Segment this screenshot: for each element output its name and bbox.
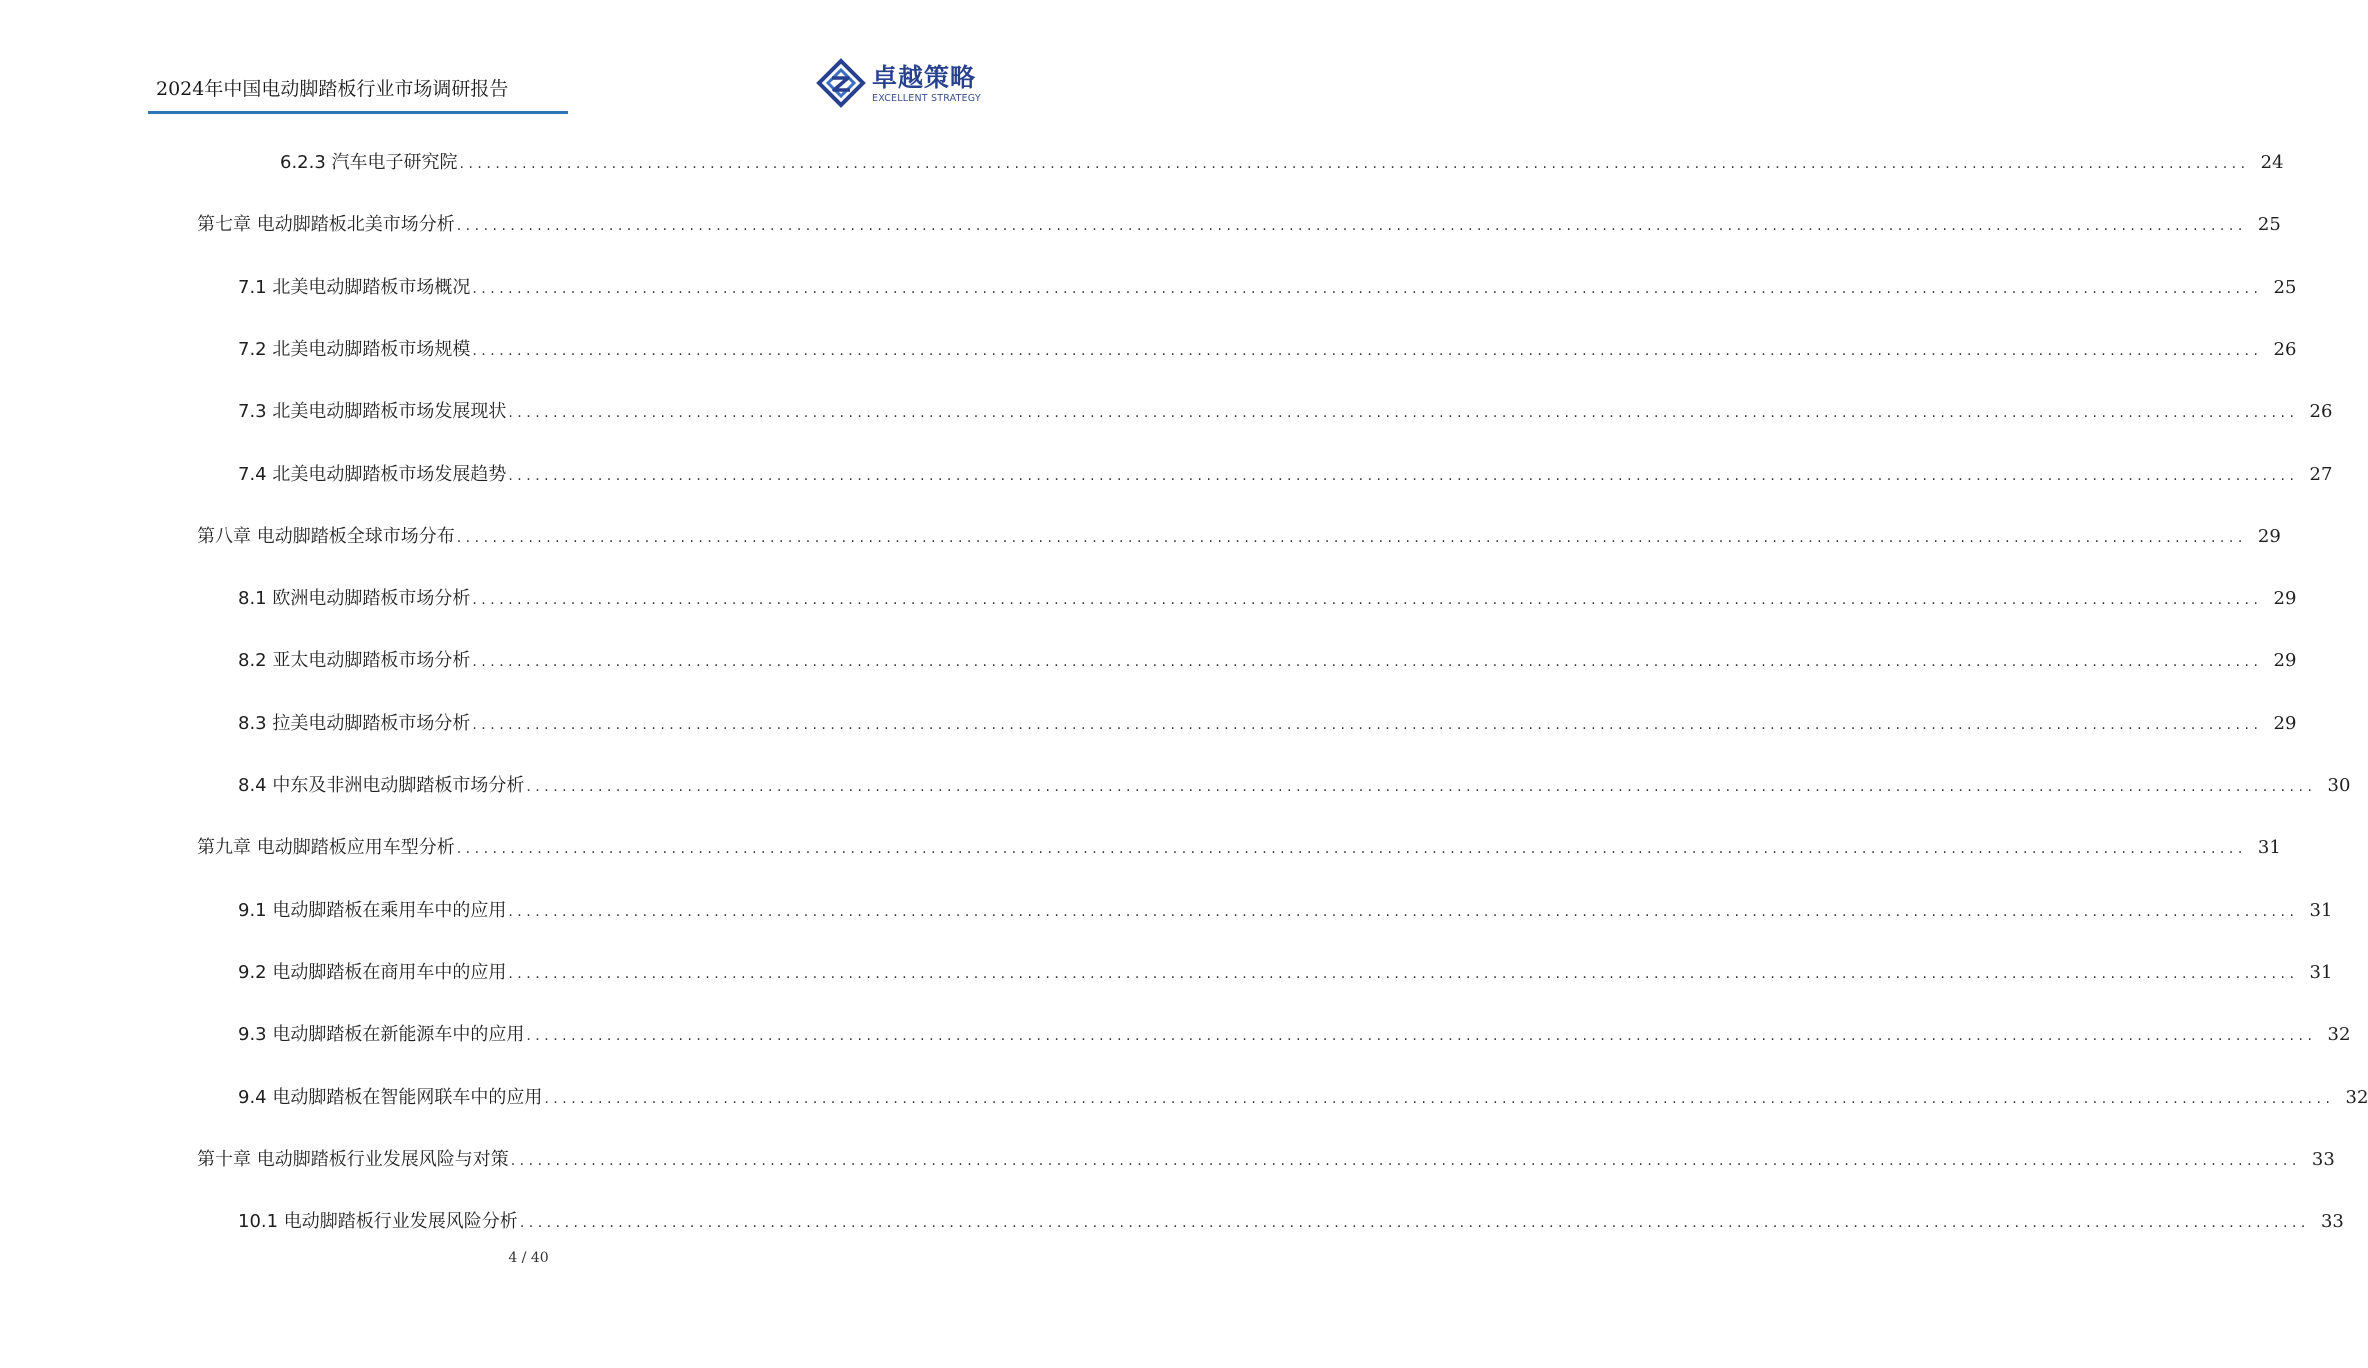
toc-section-entry[interactable] (238, 896, 2333, 926)
toc-section-entry[interactable] (238, 1020, 2351, 1050)
toc-section-entry[interactable] (238, 958, 2333, 988)
toc-page-number: 29 (2273, 650, 2297, 671)
toc-section-entry[interactable] (238, 771, 2351, 801)
toc-chapter-entry[interactable] (197, 522, 2281, 552)
logo-diamond-icon (816, 58, 866, 108)
toc-entry-title: 第十章 电动脚踏板行业发展风险与对策 (197, 1149, 509, 1170)
toc-entry-title: 第九章 电动脚踏板应用车型分析 (197, 837, 455, 858)
toc-section-entry[interactable] (238, 460, 2333, 490)
toc-entry-title: 8.2 亚太电动脚踏板市场分析 (238, 650, 471, 671)
toc-section-entry[interactable] (238, 335, 2297, 365)
toc-section-entry[interactable] (238, 397, 2333, 427)
toc-page-number: 33 (2320, 1211, 2344, 1232)
toc-leader-dots: ........................................................................................................................................................................................................ (510, 1153, 2301, 1169)
toc-entry-title: 10.1 电动脚踏板行业发展风险分析 (238, 1211, 518, 1232)
toc-leader-dots: ........................................................................................................................................................................................................ (508, 405, 2299, 421)
toc-entry-title: 9.3 电动脚踏板在新能源车中的应用 (238, 1024, 525, 1045)
toc-page-number: 25 (2257, 214, 2281, 235)
toc-entry-title: 第八章 电动脚踏板全球市场分布 (197, 526, 455, 547)
toc-page-number: 26 (2309, 401, 2333, 422)
toc-leader-dots: ........................................................................................................................................................................................................ (508, 468, 2299, 484)
page-number: 4 / 40 (508, 1250, 549, 1266)
toc-leader-dots: ........................................................................................................................................................................................................ (456, 530, 2247, 546)
toc-leader-dots: ........................................................................................................................................................................................................ (526, 1028, 2317, 1044)
toc-section-entry[interactable] (238, 584, 2297, 614)
toc-leader-dots: ........................................................................................................................................................................................................ (472, 717, 2263, 733)
toc-section-entry[interactable] (238, 646, 2297, 676)
toc-page-number: 30 (2327, 775, 2351, 796)
toc-section-entry[interactable] (238, 1207, 2344, 1237)
toc-entry-title: 8.4 中东及非洲电动脚踏板市场分析 (238, 775, 525, 796)
toc-entry-title: 6.2.3 汽车电子研究院 (280, 152, 458, 173)
toc-page-number: 32 (2327, 1024, 2351, 1045)
toc-entry-title: 9.2 电动脚踏板在商用车中的应用 (238, 962, 507, 983)
toc-entry-title: 8.1 欧洲电动脚踏板市场分析 (238, 588, 471, 609)
toc-leader-dots: ........................................................................................................................................................................................................ (508, 904, 2299, 920)
toc-entry-title: 7.2 北美电动脚踏板市场规模 (238, 339, 471, 360)
toc-leader-dots: ........................................................................................................................................................................................................ (456, 218, 2247, 234)
toc-page-number: 31 (2257, 837, 2281, 858)
toc-leader-dots: ........................................................................................................................................................................................................ (519, 1215, 2310, 1231)
toc-leader-dots: ........................................................................................................................................................................................................ (472, 592, 2263, 608)
toc-page-number: 24 (2260, 152, 2284, 173)
toc-page-number: 33 (2311, 1149, 2335, 1170)
toc-leader-dots: ........................................................................................................................................................................................................ (508, 966, 2299, 982)
toc-chapter-entry[interactable] (197, 1145, 2335, 1175)
toc-leader-dots: ........................................................................................................................................................................................................ (456, 841, 2247, 857)
toc-page-number: 25 (2273, 277, 2297, 298)
toc-leader-dots: ........................................................................................................................................................................................................ (472, 343, 2263, 359)
toc-entry-title: 9.1 电动脚踏板在乘用车中的应用 (238, 900, 507, 921)
toc-page-number: 26 (2273, 339, 2297, 360)
toc-section-entry[interactable] (238, 273, 2297, 303)
toc-page-number: 29 (2273, 588, 2297, 609)
logo-english-text: EXCELLENT STRATEGY (872, 93, 981, 104)
toc-page-number: 31 (2309, 962, 2333, 983)
toc-leader-dots: ........................................................................................................................................................................................................ (459, 156, 2250, 172)
toc-entry-title: 7.3 北美电动脚踏板市场发展现状 (238, 401, 507, 422)
toc-page-number: 27 (2309, 464, 2333, 485)
toc-page-number: 32 (2345, 1087, 2368, 1108)
toc-chapter-entry[interactable] (197, 833, 2281, 863)
toc-leader-dots: ........................................................................................................................................................................................................ (526, 779, 2317, 795)
toc-entry-title: 9.4 电动脚踏板在智能网联车中的应用 (238, 1087, 543, 1108)
toc-section-entry[interactable] (238, 1083, 2368, 1113)
report-title: 2024年中国电动脚踏板行业市场调研报告 (156, 78, 509, 100)
logo-chinese-text: 卓越策略 (872, 63, 977, 92)
company-logo (816, 58, 986, 108)
toc-entry-title: 8.3 拉美电动脚踏板市场分析 (238, 713, 471, 734)
toc-page-number: 29 (2273, 713, 2297, 734)
toc-section-entry[interactable] (238, 709, 2297, 739)
header-divider (148, 111, 568, 114)
toc-leader-dots: ........................................................................................................................................................................................................ (472, 654, 2263, 670)
toc-page-number: 29 (2257, 526, 2281, 547)
toc-leader-dots: ........................................................................................................................................................................................................ (544, 1091, 2335, 1107)
toc-page-number: 31 (2309, 900, 2333, 921)
toc-entry-title: 7.4 北美电动脚踏板市场发展趋势 (238, 464, 507, 485)
toc-chapter-entry[interactable] (197, 210, 2281, 240)
toc-entry-title: 7.1 北美电动脚踏板市场概况 (238, 277, 471, 298)
toc-leader-dots: ........................................................................................................................................................................................................ (472, 281, 2263, 297)
toc-section-entry[interactable] (280, 148, 2284, 178)
toc-entry-title: 第七章 电动脚踏板北美市场分析 (197, 214, 455, 235)
